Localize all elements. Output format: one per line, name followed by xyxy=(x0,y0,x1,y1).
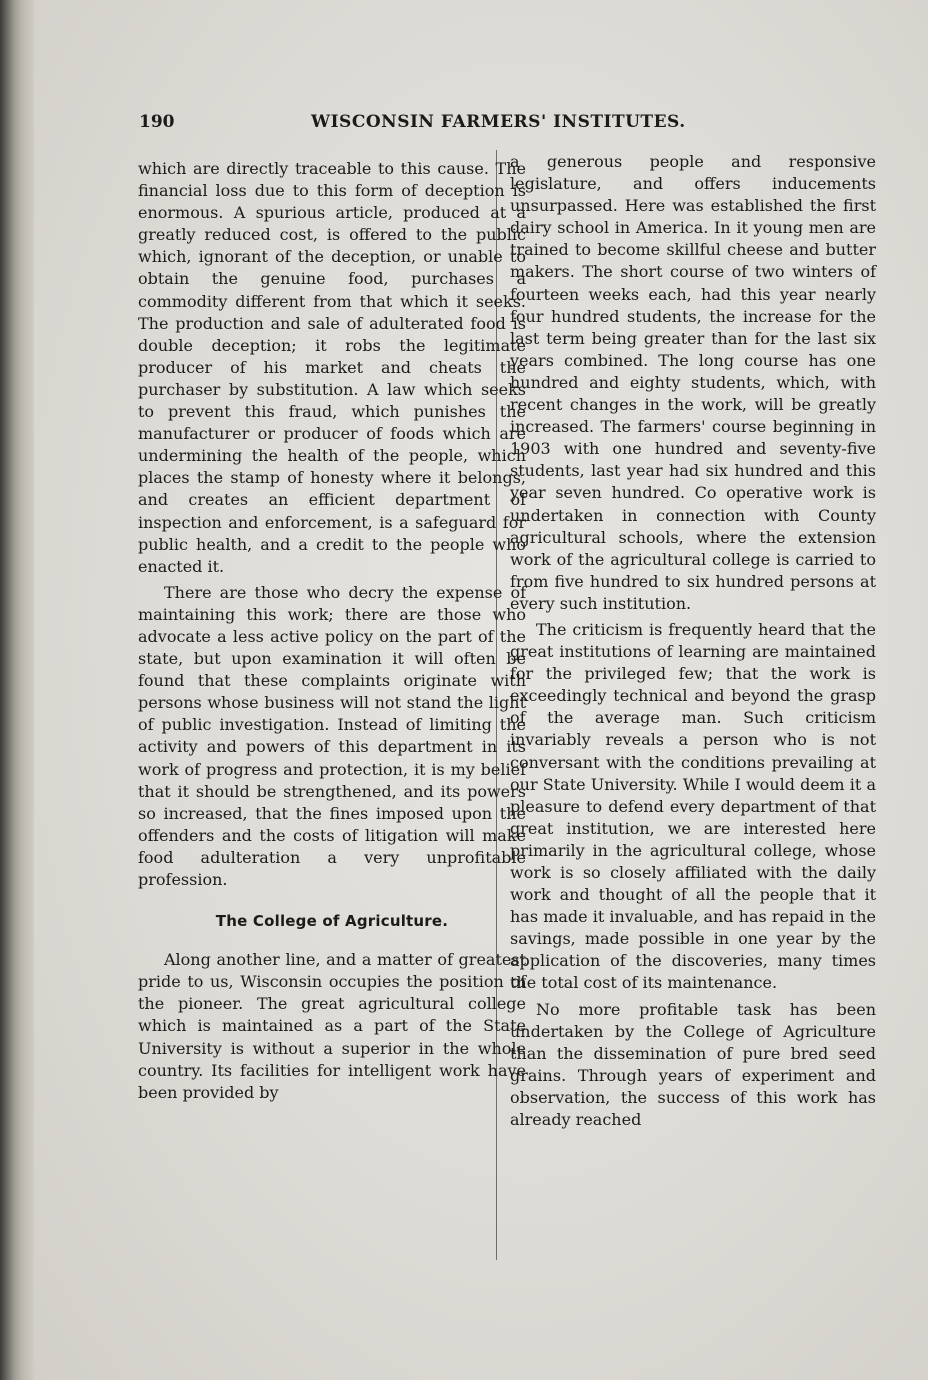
book-spine-shadow xyxy=(0,0,34,1380)
right-paragraph-1: a generous people and responsive legislature, and offers inducements unsurpassed. Here was established the first dairy school in America. In it young men are trained to become skillful cheese and butter makers. The short course of two winters of fourteen weeks each, had this year nearly four hundred students, the increase for the last term being greater than for the last six years combined. The long course has one hundred and eighty students, which, with recent changes in the work, will be greatly increased. The farmers' course beginning in 1903 with one hundred and seventy-five students, last year had six hundred and this year seven hundred. Co operative work is undertaken in connection with County agricultural schools, where the extension work of the agricultural college is carried to from five hundred to six hundred persons at every such institution. xyxy=(510,152,876,613)
running-title: WISCONSIN FARMERS' INSTITUTES. xyxy=(311,112,686,132)
left-paragraph-1: which are directly traceable to this cause. The financial loss due to this form of deception is enormous. A spurious article, produced at a greatly reduced cost, is offered to the public which, ignorant of the deception, or unable to obtain the genuine food, purchases a commodity different from that which it seeks. The production and sale of adulterated food is double deception; it robs the legitimate producer of his market and cheats the purchaser by substitution. A law which seeks to prevent this fraud, which punishes the manufacturer or producer of foods which are undermining the health of the people, which places the stamp of honesty where it belongs, and creates an efficient department of inspection and enforcement, is a safeguard for public health, and a credit to the people who enacted it. xyxy=(138,159,526,576)
right-paragraph-2: The criticism is frequently heard that the great institutions of learning are maintained for the privileged few; that the work is exceedingly technical and beyond the grasp of the average man. Such criticism invariably reveals a person who is not conversant with the conditions prevailing at our State University. While I would deem it a pleasure to defend every department of that great institution, we are interested here primarily in the agricultural college, whose work is so closely affiliated with the daily work and thought of all the people that it has made it invaluable, and has repaid in the savings, made possible in one year by the application of the discoveries, many times the total cost of its maintenance. xyxy=(510,619,876,993)
left-paragraph-2: There are those who decry the expense of maintaining this work; there are those who advocate a less active policy on the part of the state, but upon examination it will often be found that these complaints originate with persons whose business will not stand the light of public investigation. Instead of limiting the activity and powers of this department in its work of progress and protection, it is my belief that it should be strengthened, and its powers so increased, that the fines imposed upon the offenders and the costs of litigation will make food adulteration a very unprofitable profession. xyxy=(138,582,526,889)
page-number: 190 xyxy=(139,112,175,132)
section-heading: The College of Agriculture. xyxy=(215,912,449,931)
left-paragraph-3: Along another line, and a matter of greatest pride to us, Wisconsin occupies the position of the pioneer. The great agricultural college which is maintained as a part of the State University is without a superior in the whole country. Its facilities for intelligent work have been provided by xyxy=(138,950,526,1102)
right-column xyxy=(510,151,876,1131)
right-paragraph-3: No more profitable task has been undertaken by the College of Agriculture than the dissemination of pure bred seed grains. Through years of experiment and observation, the success of this work has already reached xyxy=(510,999,876,1130)
book-page xyxy=(34,0,928,1380)
left-column xyxy=(138,158,526,1104)
page-header xyxy=(139,112,699,140)
